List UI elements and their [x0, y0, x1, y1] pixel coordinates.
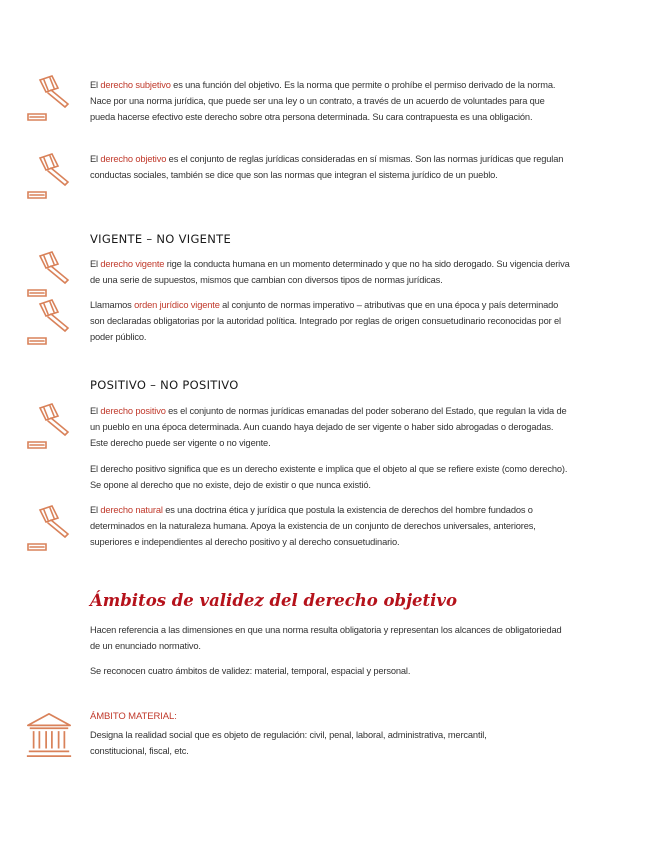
- section-title-ambitos: Ámbitos de validez del derecho objetivo: [90, 591, 458, 610]
- paragraph-ambitos-intro: Hacen referencia a las dimensiones en que una norma resulta obligatoria y representan los alcances de obligatoriedad de un enunciado normativo.: [90, 625, 562, 651]
- paragraph-text: El: [90, 505, 101, 515]
- heading-vigente: VIGENTE – NO VIGENTE: [90, 232, 232, 246]
- paragraph-text: es una doctrina ética y jurídica que postula la existencia de derechos del hombre fundados o determinados en la naturaleza humana. Apoya la existencia de un conjunto de derechos universales, anteriores, superiores e independientes al derecho positivo y al derecho consuetudinario.: [90, 505, 536, 547]
- paragraph-text: es el conjunto de reglas jurídicas consideradas en sí mismas. Son las normas jurídicas que regulan conductas sociales, también se dice que son las normas que integran el sistema jurídico de un pueblo.: [90, 154, 564, 180]
- paragraph-derecho-natural: [90, 502, 570, 550]
- term-highlight: derecho vigente: [100, 259, 165, 269]
- paragraph-text: es una función del objetivo. Es la norma que permite o prohíbe el permiso derivado de la norma. Nace por una norma jurídica, que puede ser una ley o un contrato, a través de un acuerdo de voluntades para que pueda hacerse efectivo este derecho sobre otra persona determinada. Su cara contrapuesta es una obligación.: [90, 80, 556, 122]
- paragraph-text: Llamamos: [90, 300, 135, 310]
- term-highlight: derecho natural: [100, 505, 163, 515]
- paragraph-text: El: [90, 259, 101, 269]
- term-highlight: derecho positivo: [100, 406, 166, 416]
- gavel-icon: [22, 74, 74, 126]
- paragraph-derecho-objetivo: [90, 151, 570, 183]
- paragraph-text: El: [90, 154, 101, 164]
- courthouse-icon: [24, 710, 74, 760]
- term-highlight: derecho subjetivo: [100, 80, 171, 90]
- term-highlight: derecho objetivo: [100, 154, 167, 164]
- paragraph-text: rige la conducta humana en un momento determinado y que no ha sido derogado. Su vigencia deriva de una serie de supuestos, mismos que cambian con diversos tipos de normas jurídicas.: [90, 259, 570, 285]
- paragraph-ambitos-lista: Se reconocen cuatro ámbitos de validez: material, temporal, espacial y personal.: [90, 666, 411, 676]
- gavel-icon: [22, 504, 74, 556]
- gavel-icon: [22, 298, 74, 350]
- paragraph-text: al conjunto de normas imperativo – atributivas que en una época y país determinado son declaradas obligatorias por la autoridad política. Integrado por reglas de origen consuetudinario reconocidas por el poder público.: [90, 300, 561, 342]
- gavel-icon: [22, 250, 74, 302]
- paragraph-text: es el conjunto de normas jurídicas emanadas del poder soberano del Estado, que regulan la vida de un pueblo en una época determinada. Aun cuando haya dejado de ser vigente o haber sido abrogadas o derogadas. Este derecho puede ser vigente o no vigente.: [90, 406, 567, 448]
- gavel-icon: [22, 152, 74, 204]
- paragraph-derecho-subjetivo: [90, 77, 570, 125]
- term-highlight: orden jurídico vigente: [134, 300, 220, 310]
- heading-positivo: POSITIVO – NO POSITIVO: [90, 378, 239, 392]
- paragraph-ambito-material: Designa la realidad social que es objeto de regulación: civil, penal, laboral, administrativa, mercantil, constitucional, fiscal, etc.: [90, 730, 487, 756]
- paragraph-derecho-vigente: [90, 256, 570, 288]
- paragraph-orden-juridico: [90, 297, 570, 345]
- paragraph-derecho-positivo: [90, 403, 570, 451]
- heading-ambito-material: ÁMBITO MATERIAL:: [90, 711, 177, 722]
- paragraph-text: El: [90, 80, 101, 90]
- paragraph-positivo-significado: El derecho positivo significa que es un derecho existente e implica que el objeto al que se refiere existe (como derecho). Se opone al derecho que no existe, dejo de existir o que nunca existió.: [90, 464, 568, 490]
- gavel-icon: [22, 402, 74, 454]
- paragraph-text: El: [90, 406, 101, 416]
